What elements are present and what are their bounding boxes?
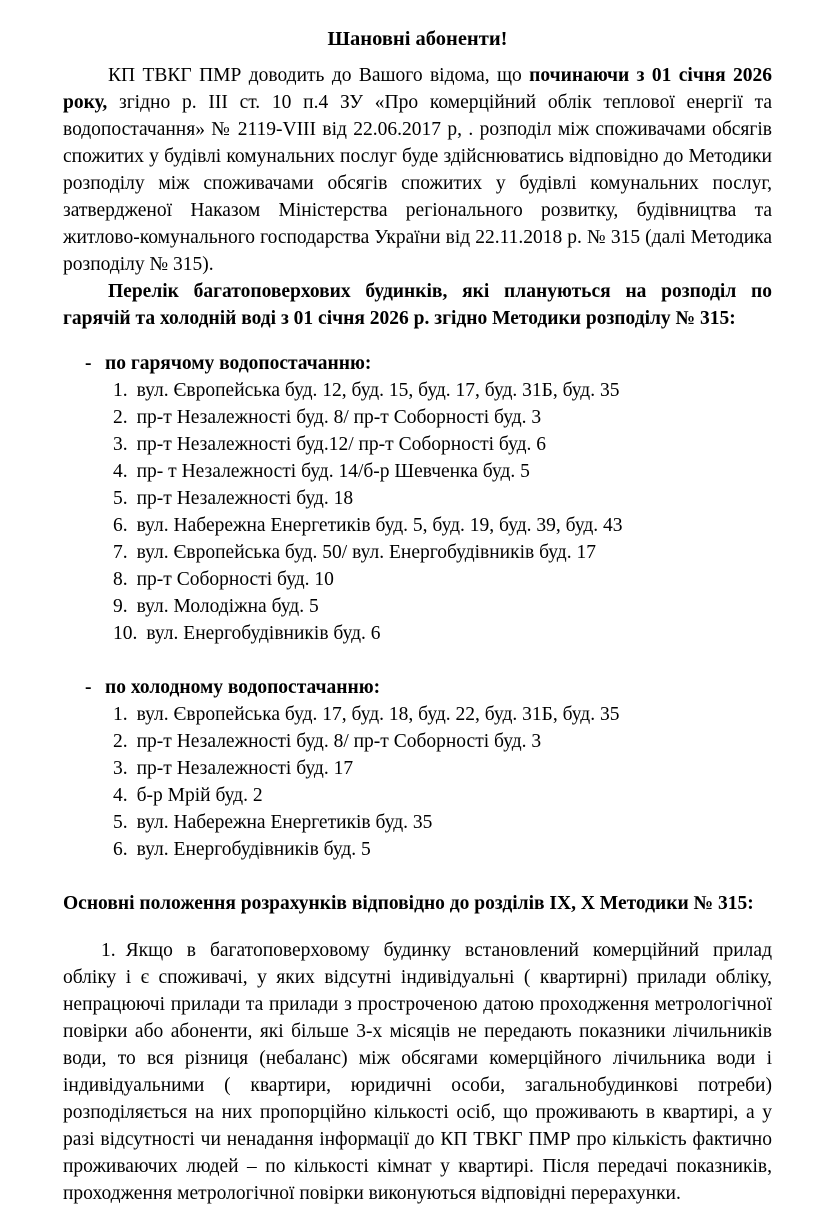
item-address: вул. Набережна Енергетиків буд. 35 [136, 812, 433, 833]
hot-list-item-1 [63, 377, 772, 404]
hot-water-header-label: по гарячому водопостачанню: [105, 353, 372, 374]
intro-text-lead: КП ТВКГ ПМР доводить до Вашого відома, що [108, 65, 530, 86]
item-number: 3. [113, 758, 128, 779]
item-address: вул. Енергобудівників буд. 5 [136, 839, 371, 860]
item-address: пр-т Незалежності буд.12/ пр-т Соборності буд. 6 [136, 434, 547, 455]
hot-list-item-5 [63, 485, 772, 512]
item-number: 6. [113, 515, 128, 536]
item-number: 7. [113, 542, 128, 563]
cold-list-item-4 [63, 782, 772, 809]
cold-list-item-3 [63, 755, 772, 782]
provision-paragraph-1 [63, 937, 772, 1207]
cold-list-item-5 [63, 809, 772, 836]
cold-water-header [63, 674, 772, 701]
intro-bold-effective-date: починаючи з 01 січня 2026 року, [63, 65, 773, 113]
item-address: пр-т Соборності буд. 10 [136, 569, 334, 590]
hot-list-item-10 [63, 620, 772, 647]
item-number: 8. [113, 569, 128, 590]
item-number: 2. [113, 407, 128, 428]
item-number: 5. [113, 812, 128, 833]
provision-number: 1. [101, 940, 116, 961]
item-address: пр-т Незалежності буд. 17 [136, 758, 354, 779]
provision-text: Якщо в багатоповерховому будинку встановлений комерційний прилад обліку і є споживачі, у яких відсутні індивідуальні ( квартирні) прилади обліку, непрацюючі прилади та прилади з простроченою датою проходження метрологічної повірки або абоненти, які більше 3-х місяців не передають показники лічильників води, то вся різниця (небаланс) між обсягами комерційного лічильника води і індивідуальними ( квартири, юридичні особи, загальнобудинкові потреби) розподіляється на них пропорційно кількості осіб, що проживають в квартирі, а у разі відсутності чи ненадання інформації до КП ТВКГ ПМР про кількість фактично проживаючих людей – по кількості кімнат у квартирі. Після передачі показників, проходження метрологічної повірки виконуються відповідні перерахунки. [63, 940, 772, 1204]
dash-marker: - [85, 353, 92, 374]
cold-list-item-1 [63, 701, 772, 728]
item-address: вул. Європейська буд. 12, буд. 15, буд. 17, буд. 31Б, буд. 35 [136, 380, 620, 401]
item-address: вул. Набережна Енергетиків буд. 5, буд. 19, буд. 39, буд. 43 [136, 515, 623, 536]
item-number: 1. [113, 704, 128, 725]
item-address: вул. Європейська буд. 17, буд. 18, буд. 22, буд. 31Б, буд. 35 [136, 704, 620, 725]
dash-marker: - [85, 677, 92, 698]
building-list-intro: Перелік багатоповерхових будинків, які плануються на розподіл по гарячій та холодній воді з 01 січня 2026 р. згідно Методики розподілу № 315: [63, 281, 772, 329]
hot-list-item-8 [63, 566, 772, 593]
intro-paragraph [63, 62, 772, 278]
item-number: 2. [113, 731, 128, 752]
item-address: вул. Європейська буд. 50/ вул. Енергобудівників буд. 17 [136, 542, 596, 563]
item-number: 9. [113, 596, 128, 617]
item-address: вул. Енергобудівників буд. 6 [146, 623, 381, 644]
item-number: 1. [113, 380, 128, 401]
item-address: пр-т Незалежності буд. 18 [136, 488, 354, 509]
hot-list-item-3 [63, 431, 772, 458]
cold-water-section [63, 674, 772, 863]
item-address: вул. Молодіжна буд. 5 [136, 596, 319, 617]
item-number: 4. [113, 461, 128, 482]
item-number: 10. [113, 623, 138, 644]
cold-water-header-label: по холодному водопостачанню: [105, 677, 381, 698]
document-title: Шановні абоненти! [327, 28, 508, 50]
hot-list-item-9 [63, 593, 772, 620]
item-number: 4. [113, 785, 128, 806]
hot-list-item-2 [63, 404, 772, 431]
cold-list-item-6 [63, 836, 772, 863]
item-number: 3. [113, 434, 128, 455]
hot-list-item-7 [63, 539, 772, 566]
item-number: 6. [113, 839, 128, 860]
provisions-heading: Основні положення розрахунків відповідно до розділів IX, X Методики № 315: [63, 893, 754, 914]
intro-text-body: згідно р. III ст. 10 п.4 ЗУ «Про комерційний облік теплової енергії та водопостачання» № 2119-VIII від 22.06.2017 р, . розподіл між споживачами обсягів спожитих у будівлі комунальних послуг буде здійснюватись відповідно до Методики розподілу між споживачами обсягів спожитих у будівлі комунальних послуг, затвердженої Наказом Міністерства регіонального розвитку, будівництва та житлово-комунального господарства України від 22.11.2018 р. № 315 (далі Методика розподілу № 315). [63, 92, 772, 275]
item-address: пр-т Незалежності буд. 8/ пр-т Соборності буд. 3 [136, 731, 542, 752]
item-number: 5. [113, 488, 128, 509]
hot-water-section [63, 350, 772, 647]
hot-list-item-6 [63, 512, 772, 539]
cold-list-item-2 [63, 728, 772, 755]
item-address: пр-т Незалежності буд. 8/ пр-т Соборності буд. 3 [136, 407, 542, 428]
item-address: пр- т Незалежності буд. 14/б-р Шевченка буд. 5 [136, 461, 530, 482]
hot-list-item-4 [63, 458, 772, 485]
hot-water-header [63, 350, 772, 377]
item-address: б-р Мрій буд. 2 [136, 785, 263, 806]
